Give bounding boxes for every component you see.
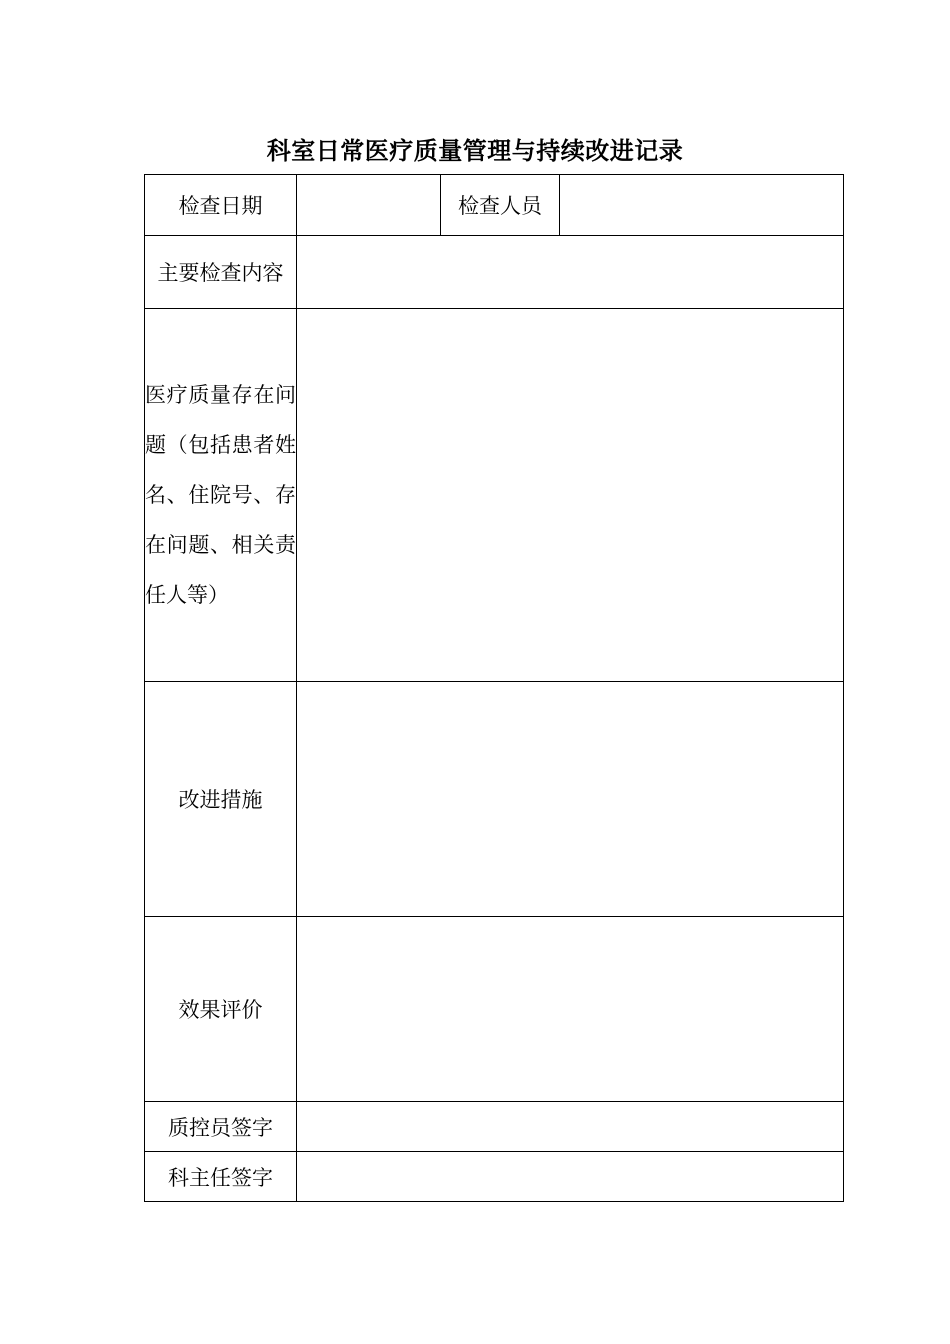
inspection-date-field[interactable] [297, 175, 441, 236]
main-content-label: 主要检查内容 [145, 236, 297, 309]
row-measures [145, 682, 844, 917]
main-content-field[interactable] [297, 236, 844, 309]
issues-label: 医疗质量存在问题（包括患者姓名、住院号、存在问题、相关责任人等） [145, 309, 297, 682]
page-title: 科室日常医疗质量管理与持续改进记录 [266, 136, 684, 165]
evaluation-label: 效果评价 [145, 917, 297, 1102]
issues-field[interactable] [297, 309, 844, 682]
qc-signature-label: 质控员签字 [145, 1102, 297, 1152]
director-signature-field[interactable] [297, 1152, 844, 1202]
evaluation-field[interactable] [297, 917, 844, 1102]
qc-signature-field[interactable] [297, 1102, 844, 1152]
measures-field[interactable] [297, 682, 844, 917]
measures-label: 改进措施 [145, 682, 297, 917]
row-qc-signature [145, 1102, 844, 1152]
inspection-date-label: 检查日期 [145, 175, 297, 236]
row-main-content [145, 236, 844, 309]
row-evaluation [145, 917, 844, 1102]
record-table [144, 174, 844, 1202]
row-issues [145, 309, 844, 682]
inspector-field[interactable] [560, 175, 844, 236]
row-director-signature [145, 1152, 844, 1202]
row-inspection [145, 175, 844, 236]
director-signature-label: 科主任签字 [145, 1152, 297, 1202]
inspector-label: 检查人员 [441, 175, 560, 236]
